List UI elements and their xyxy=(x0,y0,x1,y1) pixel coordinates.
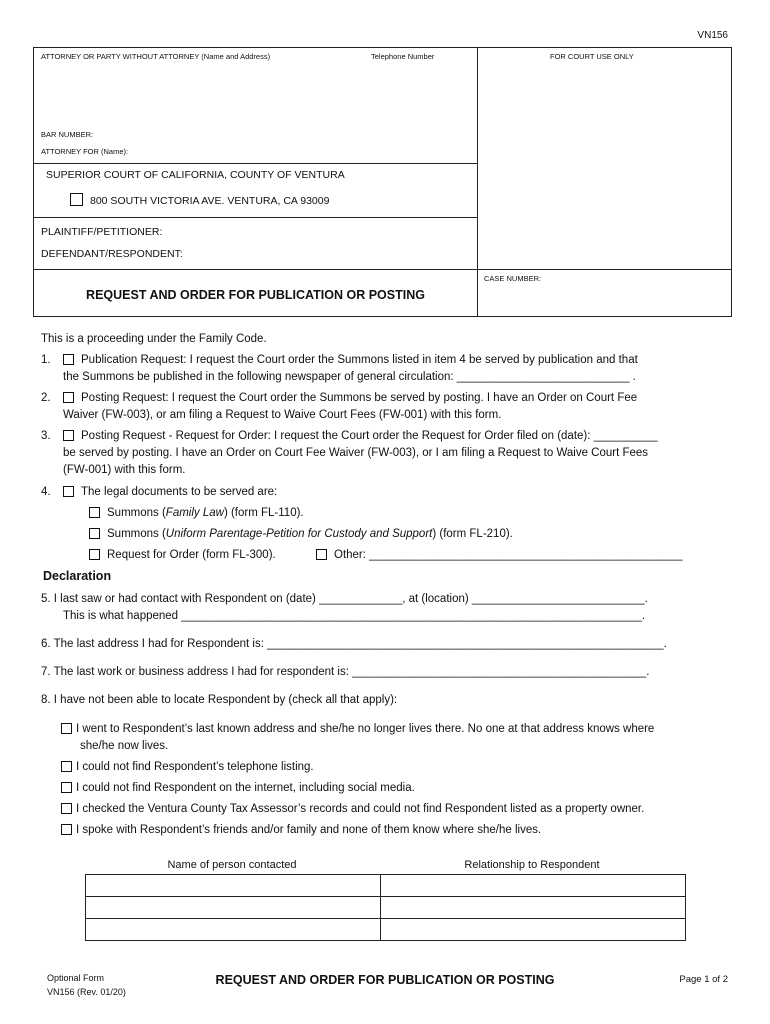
court-address-checkbox[interactable] xyxy=(70,193,83,206)
doc-3-label: Request for Order (form FL-300). xyxy=(107,549,276,561)
item-4-line-1: The legal documents to be served are: xyxy=(81,486,278,498)
page-number: Page 1 of 2 xyxy=(679,974,728,985)
doc-request-for-order xyxy=(89,547,276,564)
item-5-line-2[interactable]: This is what happened ________________________________________________________________________. xyxy=(63,610,645,622)
table-row xyxy=(86,897,686,919)
form-revision: VN156 (Rev. 01/20) xyxy=(47,987,126,997)
attorney-label: ATTORNEY OR PARTY WITHOUT ATTORNEY (Name and Address) xyxy=(41,52,271,61)
item-2-line-2: Waiver (FW-003), or am filing a Request to Waive Court Fees (FW-001) with this form. xyxy=(63,409,502,421)
check-tax-assessor xyxy=(61,801,644,818)
doc-2-italic: Uniform Parentage-Petition for Custody and Support xyxy=(165,528,433,540)
bar-number-label[interactable]: BAR NUMBER: xyxy=(41,130,94,139)
item-3-line-1: Posting Request - Request for Order: I request the Court order the Request for Order filed on (date): __________ xyxy=(81,430,658,442)
divider xyxy=(33,163,478,164)
posting-rfo-checkbox[interactable] xyxy=(63,430,74,441)
court-use-label: FOR COURT USE ONLY xyxy=(550,52,634,61)
doc-other xyxy=(316,547,683,564)
contact-relationship-cell[interactable] xyxy=(381,875,686,897)
table-row xyxy=(86,919,686,941)
check-telephone xyxy=(61,759,314,776)
doc-1-prefix: Summons ( xyxy=(107,507,166,519)
item-3-number: 3. xyxy=(41,430,51,442)
contact-relationship-cell[interactable] xyxy=(381,919,686,941)
legal-documents-checkbox[interactable] xyxy=(63,486,74,497)
attorney-for-label[interactable]: ATTORNEY FOR (Name): xyxy=(41,147,129,156)
item-2-number: 2. xyxy=(41,392,51,404)
item-2 xyxy=(63,390,637,407)
divider xyxy=(33,217,478,218)
respondent-label[interactable]: DEFENDANT/RESPONDENT: xyxy=(41,248,183,260)
contact-name-cell[interactable] xyxy=(86,897,381,919)
intro-text: This is a proceeding under the Family Code. xyxy=(41,333,267,345)
tax-assessor-checkbox[interactable] xyxy=(61,803,72,814)
form-id: VN156 xyxy=(697,30,728,41)
telephone-checkbox[interactable] xyxy=(61,761,72,772)
col-relationship-header: Relationship to Respondent xyxy=(464,859,600,871)
internet-checkbox[interactable] xyxy=(61,782,72,793)
doc-other-label[interactable]: Other: _________________________________________________ xyxy=(334,549,683,561)
item-3 xyxy=(63,428,658,445)
form-title: REQUEST AND ORDER FOR PUBLICATION OR POSTING xyxy=(86,288,425,302)
item-1-line-2: the Summons be published in the following newspaper of general circulation: ___________________________ . xyxy=(63,371,636,383)
check-3-label: I could not find Respondent on the internet, including social media. xyxy=(76,782,415,794)
item-1 xyxy=(63,352,733,369)
check-friends-family xyxy=(61,822,541,839)
divider xyxy=(33,269,731,270)
contact-name-cell[interactable] xyxy=(86,875,381,897)
col-name-header: Name of person contacted xyxy=(167,859,297,871)
check-5-label: I spoke with Respondent’s friends and/or family and none of them know where she/he lives. xyxy=(76,824,542,836)
case-number-label[interactable]: CASE NUMBER: xyxy=(484,274,542,283)
item-1-line-1: Publication Request: I request the Court order the Summons listed in item 4 be served by publication and that xyxy=(81,354,638,366)
check-4-label: I checked the Ventura County Tax Assessor’s records and could not find Respondent listed as a property owner. xyxy=(76,803,645,815)
item-7[interactable]: 7. The last work or business address I had for respondent is: ______________________________________________. xyxy=(41,666,650,678)
declaration-heading: Declaration xyxy=(43,569,112,583)
item-6[interactable]: 6. The last address I had for Respondent is: ______________________________________________________________. xyxy=(41,638,667,650)
summons-fl210-checkbox[interactable] xyxy=(89,528,100,539)
item-4 xyxy=(63,484,277,501)
doc-1-italic: Family Law xyxy=(165,507,224,519)
summons-fl110-checkbox[interactable] xyxy=(89,507,100,518)
caption-box xyxy=(33,47,732,317)
check-last-address xyxy=(61,721,654,738)
doc-summons-fl210 xyxy=(89,526,513,543)
doc-1-suffix: ) (form FL-110). xyxy=(223,507,304,519)
last-address-checkbox[interactable] xyxy=(61,723,72,734)
contact-relationship-cell[interactable] xyxy=(381,897,686,919)
item-2-line-1: Posting Request: I request the Court order the Summons be served by posting. I have an Order on Court Fee xyxy=(81,392,638,404)
posting-request-checkbox[interactable] xyxy=(63,392,74,403)
court-address-row xyxy=(70,193,329,207)
petitioner-label[interactable]: PLAINTIFF/PETITIONER: xyxy=(41,226,163,238)
check-1-line-1: I went to Respondent’s last known address and she/he no longer lives there. No one at that address knows where xyxy=(76,723,655,735)
telephone-label: Telephone Number xyxy=(371,52,435,61)
item-8: 8. I have not been able to locate Respondent by (check all that apply): xyxy=(41,694,398,706)
contacts-table xyxy=(85,874,686,941)
other-document-checkbox[interactable] xyxy=(316,549,327,560)
contact-name-cell[interactable] xyxy=(86,919,381,941)
court-name: SUPERIOR COURT OF CALIFORNIA, COUNTY OF VENTURA xyxy=(46,169,345,181)
table-row xyxy=(86,875,686,897)
footer-title: REQUEST AND ORDER FOR PUBLICATION OR POSTING xyxy=(215,973,555,987)
item-4-number: 4. xyxy=(41,486,51,498)
doc-summons-fl110 xyxy=(89,505,304,522)
divider xyxy=(477,47,478,316)
doc-2-prefix: Summons ( xyxy=(107,528,166,540)
optional-form-label: Optional Form xyxy=(47,973,105,983)
check-internet xyxy=(61,780,415,797)
item-1-number: 1. xyxy=(41,354,51,366)
check-1-line-2: she/he now lives. xyxy=(80,740,169,752)
item-3-line-3: (FW-001) with this form. xyxy=(63,464,186,476)
check-2-label: I could not find Respondent’s telephone listing. xyxy=(76,761,314,773)
friends-family-checkbox[interactable] xyxy=(61,824,72,835)
court-address: 800 SOUTH VICTORIA AVE. VENTURA, CA 93009 xyxy=(90,195,330,207)
publication-request-checkbox[interactable] xyxy=(63,354,74,365)
item-3-line-2: be served by posting. I have an Order on Court Fee Waiver (FW-003), or I am filing a Request to Waive Court Fees xyxy=(63,447,649,459)
request-for-order-checkbox[interactable] xyxy=(89,549,100,560)
item-5-line-1[interactable]: 5. I last saw or had contact with Respondent on (date) _____________, at (location) ___________________________. xyxy=(41,593,648,605)
doc-2-suffix: ) (form FL-210). xyxy=(432,528,513,540)
